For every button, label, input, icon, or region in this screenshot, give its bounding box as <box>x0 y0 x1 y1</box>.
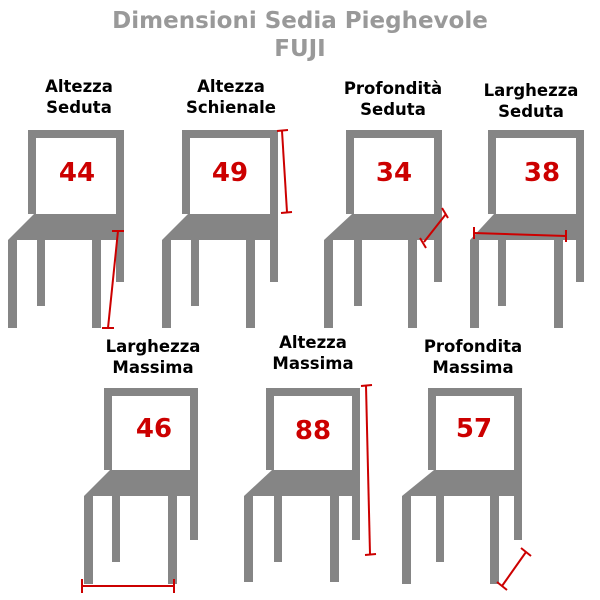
chair-icon <box>156 76 306 336</box>
dimension-value: 46 <box>135 414 173 444</box>
dimension-line <box>277 130 292 213</box>
dimension-value: 34 <box>375 158 413 188</box>
dimension-profondita-massima <box>398 336 548 596</box>
dimension-label-line1: Larghezza <box>105 337 201 356</box>
dimension-label-line2: Massima <box>432 358 514 377</box>
dimension-profondita-seduta <box>318 76 468 336</box>
dimension-label-line2: Seduta <box>46 98 112 117</box>
page-subtitle: FUJI <box>274 36 326 62</box>
dimension-label-line1: Profondità <box>343 79 443 98</box>
dimension-larghezza-seduta <box>458 76 600 336</box>
dimension-altezza-massima <box>238 332 388 592</box>
chair-icon <box>78 336 228 600</box>
page-title: Dimensioni Sedia Pieghevole <box>112 8 488 34</box>
dimension-value: 88 <box>294 416 332 446</box>
dimension-value: 57 <box>455 414 493 444</box>
chair-icon <box>238 332 388 596</box>
dimension-value: 38 <box>523 158 561 188</box>
chair-icon <box>4 76 154 336</box>
dimension-altezza-seduta <box>4 76 154 336</box>
dimension-larghezza-massima <box>78 336 228 596</box>
dimension-label-line1: Altezza <box>197 77 265 96</box>
dimension-label-line1: Larghezza <box>483 81 579 100</box>
chair-icon <box>318 76 468 336</box>
dimension-label-line2: Seduta <box>498 102 564 121</box>
dimension-value: 49 <box>211 158 249 188</box>
dimension-label-line2: Massima <box>272 354 354 373</box>
dimension-label-line1: Altezza <box>45 77 113 96</box>
chair-icon <box>458 76 600 336</box>
dimension-altezza-schienale <box>156 76 306 336</box>
dimension-value: 44 <box>58 158 96 188</box>
chair-icon <box>398 336 548 600</box>
dimension-label-line2: Schienale <box>186 98 276 117</box>
dimension-label-line1: Profondita <box>423 337 523 356</box>
dimension-line <box>361 385 376 555</box>
dimension-label-line2: Massima <box>112 358 194 377</box>
dimension-line <box>82 579 174 593</box>
dimension-label-line1: Altezza <box>279 333 347 352</box>
dimension-line <box>497 548 531 590</box>
dimension-label-line2: Seduta <box>360 100 426 119</box>
